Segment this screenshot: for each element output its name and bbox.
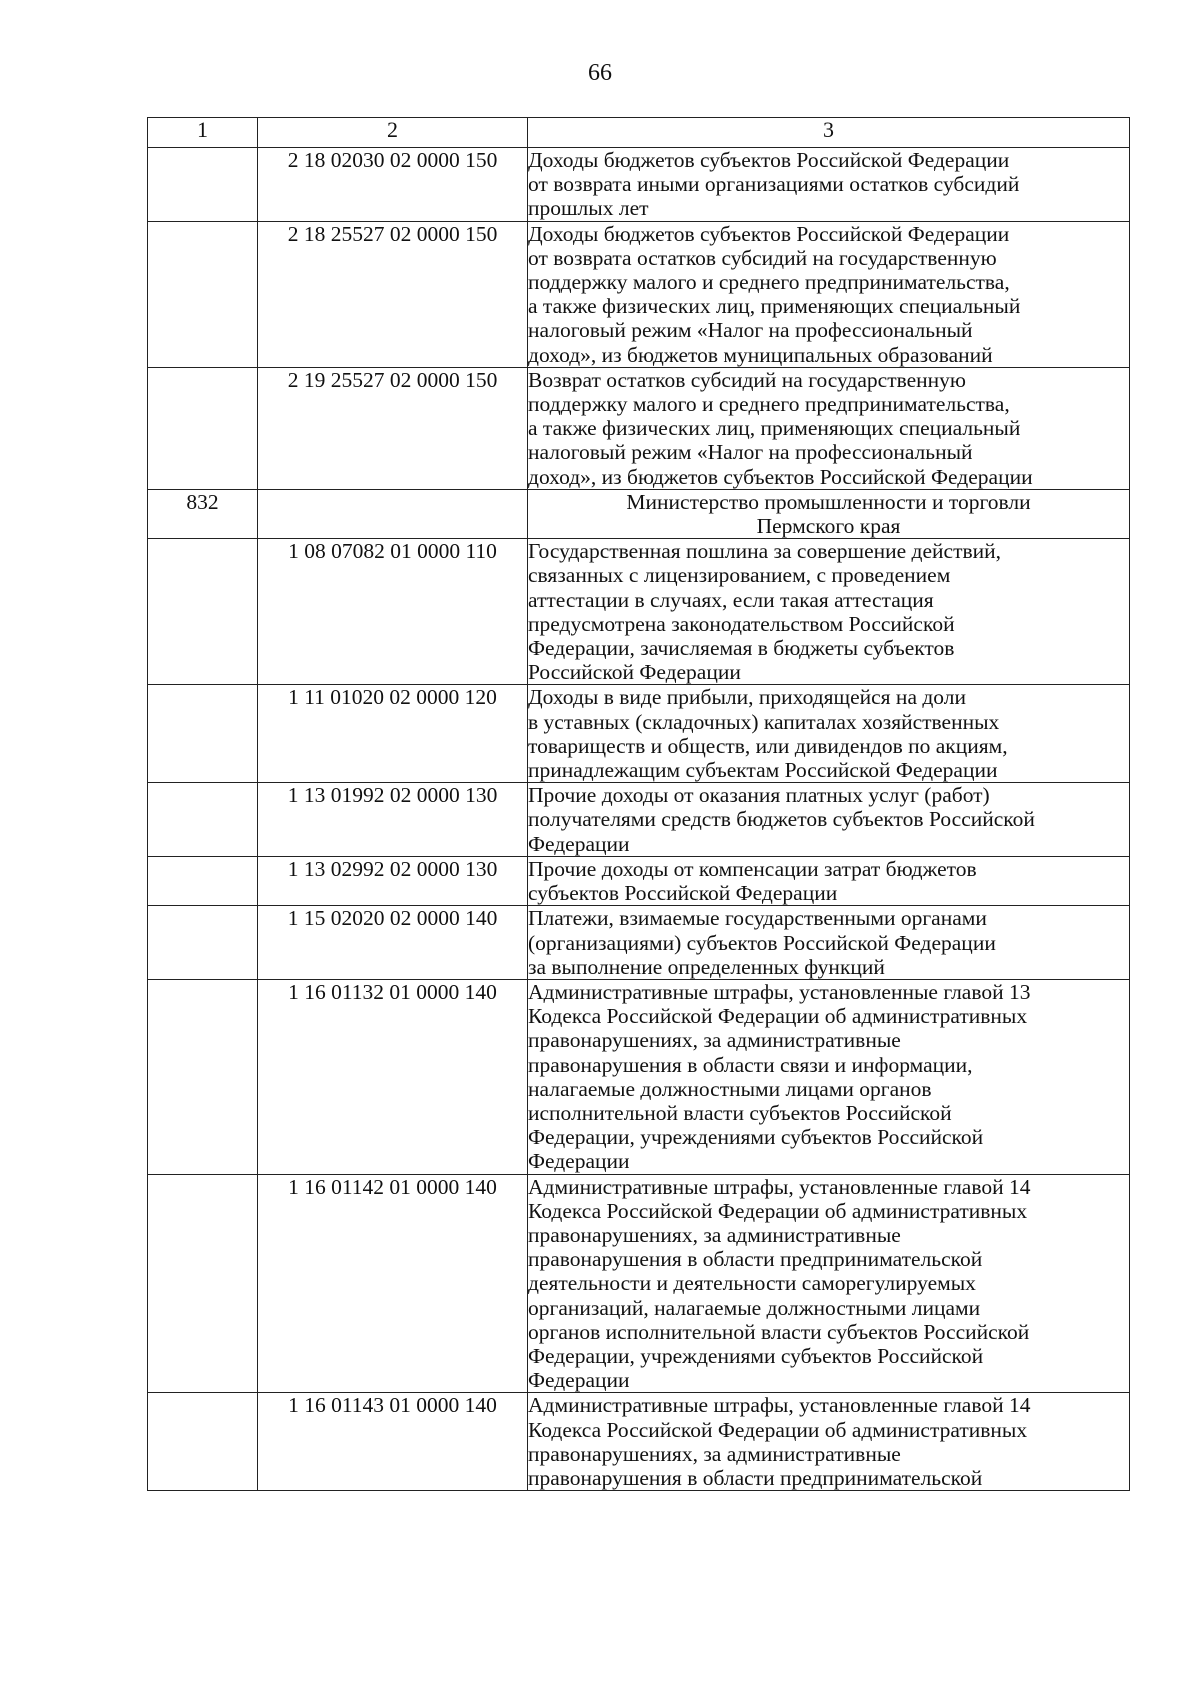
revenue-description-cell (528, 906, 1130, 980)
table-row (148, 367, 1130, 489)
description-line: доход», из бюджетов субъектов Российской Федерации (528, 464, 1033, 489)
revenue-code-cell: 2 18 02030 02 0000 150 (258, 148, 528, 222)
description-line: связанных с лицензированием, с проведением (528, 563, 951, 588)
department-row (148, 489, 1130, 538)
description-line: (организациями) субъектов Российской Федерации (528, 930, 996, 955)
table-row (148, 539, 1130, 685)
description-line: органов исполнительной власти субъектов Российской (528, 1319, 1030, 1344)
description-line: правонарушения в области связи и информации, (528, 1052, 973, 1077)
description-line: налоговый режим «Налог на профессиональный (528, 440, 973, 465)
admin-code-cell (148, 1393, 258, 1491)
admin-code-cell (148, 783, 258, 857)
admin-code-cell (148, 221, 258, 367)
description-line: принадлежащим субъектам Российской Федерации (528, 758, 998, 783)
description-line: товариществ и обществ, или дивидендов по акциям, (528, 733, 1008, 758)
description-line: за выполнение определенных функций (528, 954, 885, 979)
description-line: Федерации, учреждениями субъектов Российской (528, 1125, 984, 1150)
admin-code-cell (148, 906, 258, 980)
admin-code-cell (148, 685, 258, 783)
column-header-2: 2 (258, 118, 528, 148)
description-line: правонарушения в области предпринимательской (528, 1247, 983, 1272)
revenue-code-cell: 1 13 02992 02 0000 130 (258, 856, 528, 905)
admin-code-cell (148, 367, 258, 489)
description-line: Прочие доходы от компенсации затрат бюджетов (528, 856, 977, 881)
description-line: от возврата иными организациями остатков субсидий (528, 172, 1020, 197)
table-row (148, 783, 1130, 857)
admin-code-cell (148, 1174, 258, 1393)
description-line: деятельности и деятельности саморегулируемых (528, 1271, 976, 1296)
description-line: Доходы бюджетов субъектов Российской Федерации (528, 148, 1010, 172)
table-row (148, 1393, 1130, 1491)
description-line: Федерации (528, 831, 630, 856)
description-line: Федерации, зачисляемая в бюджеты субъектов (528, 636, 955, 661)
description-line: Доходы в виде прибыли, приходящейся на доли (528, 685, 966, 710)
description-line: Федерации, учреждениями субъектов Российской (528, 1343, 984, 1368)
description-line: Российской Федерации (528, 660, 741, 685)
revenue-code-cell: 1 13 01992 02 0000 130 (258, 783, 528, 857)
table-body (148, 148, 1130, 1491)
revenue-description-cell (528, 221, 1130, 367)
table-header-row (148, 118, 1130, 148)
description-line: а также физических лиц, применяющих специальный (528, 294, 1021, 319)
revenue-description-cell (528, 1393, 1130, 1491)
description-line: Возврат остатков субсидий на государственную (528, 367, 966, 392)
admin-code-cell (148, 148, 258, 222)
description-line: Доходы бюджетов субъектов Российской Федерации (528, 221, 1010, 246)
table-row (148, 1174, 1130, 1393)
description-line: от возврата остатков субсидий на государственную (528, 245, 997, 270)
description-line: правонарушениях, за административные (528, 1222, 901, 1247)
revenue-code-cell: 2 18 25527 02 0000 150 (258, 221, 528, 367)
description-line: доход», из бюджетов муниципальных образований (528, 342, 993, 367)
revenue-description-cell (528, 1174, 1130, 1393)
revenue-code-cell: 2 19 25527 02 0000 150 (258, 367, 528, 489)
description-line: Прочие доходы от оказания платных услуг (работ) (528, 783, 990, 808)
revenue-code-cell: 1 16 01132 01 0000 140 (258, 979, 528, 1174)
description-line: поддержку малого и среднего предпринимательства, (528, 270, 1010, 295)
revenue-description-cell (528, 148, 1130, 222)
revenue-code-cell: 1 08 07082 01 0000 110 (258, 539, 528, 685)
description-line: правонарушениях, за административные (528, 1441, 901, 1466)
revenue-description-cell (528, 783, 1130, 857)
description-line: Административные штрафы, установленные главой 13 (528, 979, 1031, 1004)
revenue-description-cell (528, 856, 1130, 905)
description-line: Платежи, взимаемые государственными органами (528, 906, 987, 931)
description-line: Кодекса Российской Федерации об административных (528, 1004, 1028, 1029)
description-line: организаций, налагаемые должностными лицами (528, 1295, 981, 1320)
revenue-code-cell: 1 16 01142 01 0000 140 (258, 1174, 528, 1393)
revenue-code-cell (258, 489, 528, 538)
table-row (148, 906, 1130, 980)
description-line: Административные штрафы, установленные главой 14 (528, 1174, 1031, 1199)
description-line: субъектов Российской Федерации (528, 881, 838, 906)
table-row (148, 856, 1130, 905)
description-line: Административные штрафы, установленные главой 14 (528, 1393, 1031, 1418)
table-row (148, 685, 1130, 783)
description-line: а также физических лиц, применяющих специальный (528, 416, 1021, 441)
department-name-cell (528, 489, 1130, 538)
description-line: Кодекса Российской Федерации об административных (528, 1417, 1028, 1442)
revenue-description-cell (528, 539, 1130, 685)
revenue-codes-table (147, 117, 1130, 1491)
description-line: налагаемые должностными лицами органов (528, 1076, 932, 1101)
revenue-description-cell (528, 979, 1130, 1174)
admin-code-cell (148, 856, 258, 905)
column-header-1: 1 (148, 118, 258, 148)
description-line: правонарушения в области предпринимательской (528, 1465, 983, 1490)
page-number: 66 (588, 60, 612, 86)
description-line: Федерации (528, 1368, 630, 1393)
table-row (148, 979, 1130, 1174)
table-row (148, 148, 1130, 222)
description-line: аттестации в случаях, если такая аттестация (528, 587, 934, 612)
description-line: правонарушениях, за административные (528, 1028, 901, 1053)
description-line: поддержку малого и среднего предпринимательства, (528, 392, 1010, 417)
description-line: предусмотрена законодательством Российской (528, 611, 955, 636)
description-line: в уставных (складочных) капиталах хозяйственных (528, 709, 1000, 734)
admin-code-cell (148, 979, 258, 1174)
revenue-description-cell (528, 367, 1130, 489)
column-header-3: 3 (528, 118, 1130, 148)
description-line: Федерации (528, 1149, 630, 1174)
revenue-code-cell: 1 11 01020 02 0000 120 (258, 685, 528, 783)
description-line: прошлых лет (528, 196, 649, 221)
description-line: налоговый режим «Налог на профессиональный (528, 318, 973, 343)
revenue-code-cell: 1 16 01143 01 0000 140 (258, 1393, 528, 1491)
table-row (148, 221, 1130, 367)
description-line: получателями средств бюджетов субъектов Российской (528, 807, 1035, 832)
description-line: Пермского края (756, 514, 901, 539)
revenue-code-cell: 1 15 02020 02 0000 140 (258, 906, 528, 980)
revenue-description-cell (528, 685, 1130, 783)
description-line: Кодекса Российской Федерации об административных (528, 1198, 1028, 1223)
admin-code-cell: 832 (148, 489, 258, 538)
description-line: Министерство промышленности и торговли (626, 489, 1031, 514)
description-line: исполнительной власти субъектов Российской (528, 1100, 952, 1125)
admin-code-cell (148, 539, 258, 685)
description-line: Государственная пошлина за совершение действий, (528, 539, 1002, 564)
